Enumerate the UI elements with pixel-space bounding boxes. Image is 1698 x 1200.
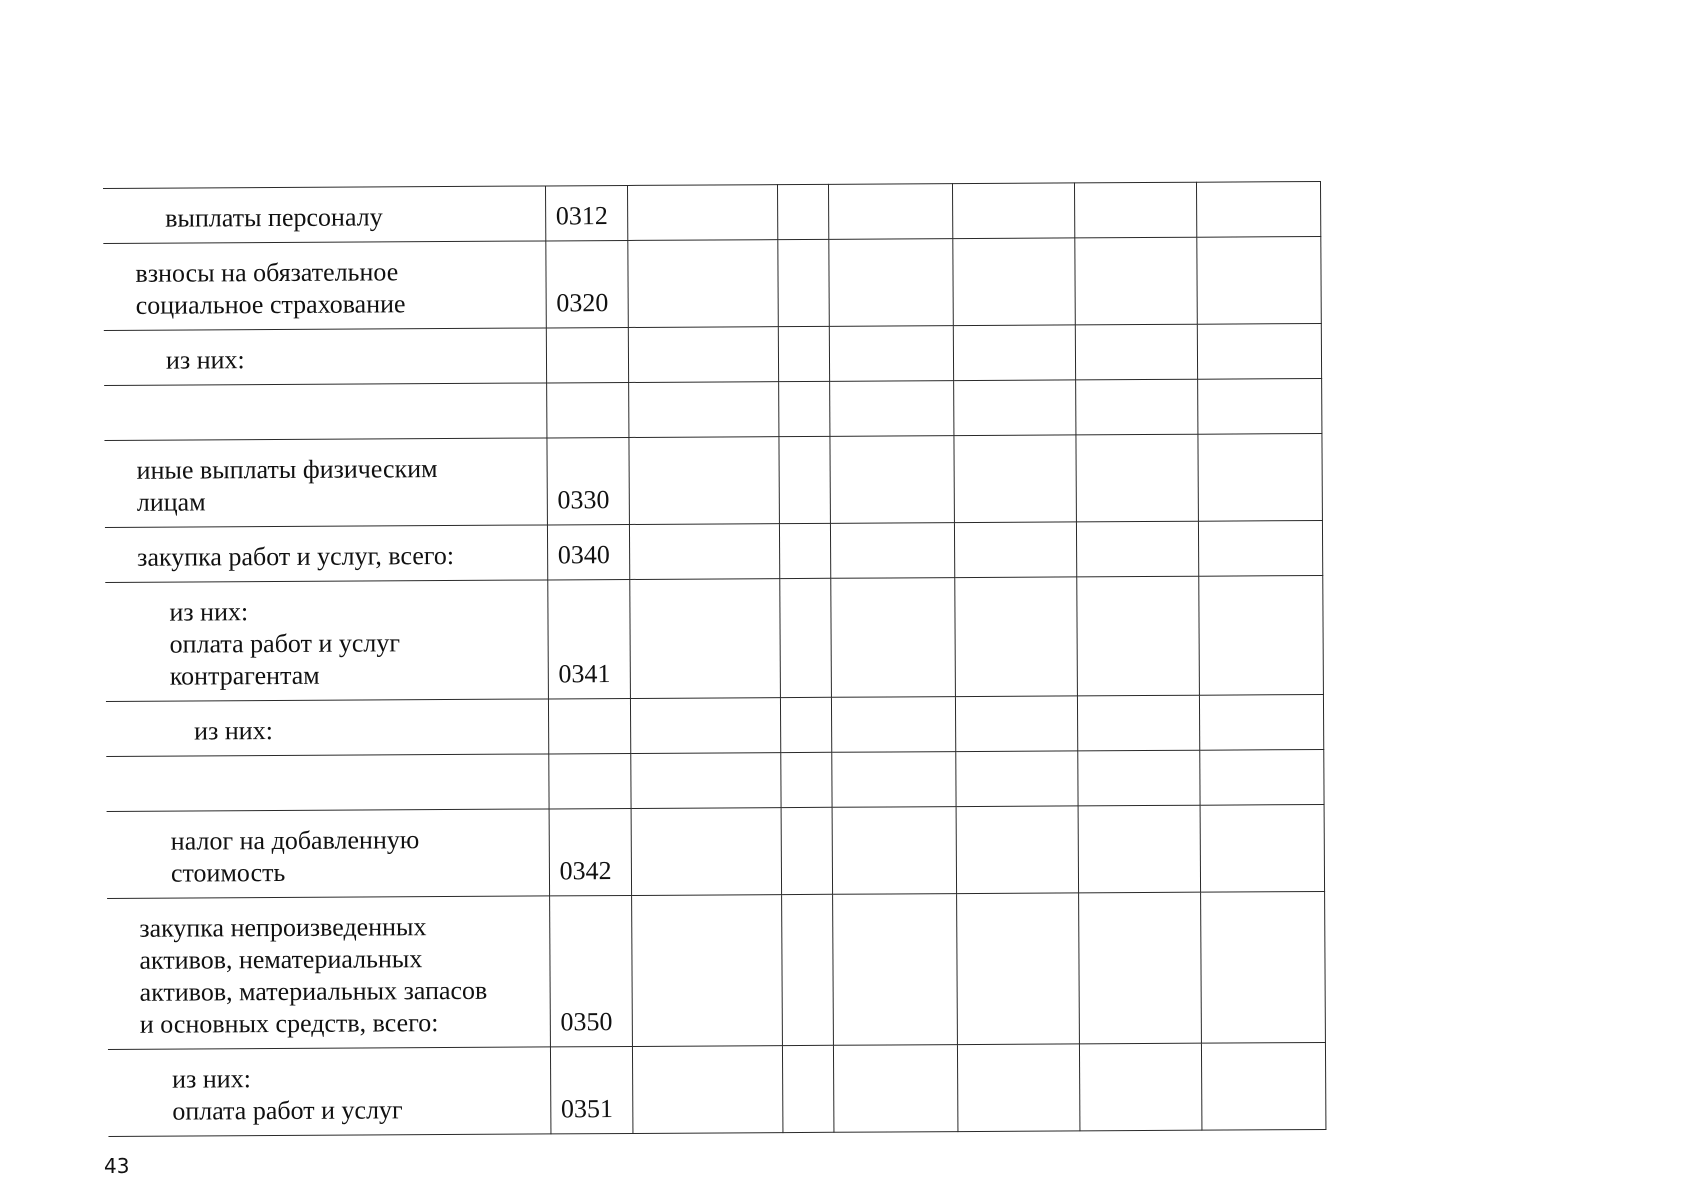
row-name — [104, 383, 546, 441]
table-cell[interactable] — [1076, 576, 1199, 696]
row-code — [546, 382, 629, 437]
table-cell[interactable] — [833, 894, 957, 1046]
table-cell[interactable] — [779, 436, 831, 523]
row-code — [548, 753, 631, 808]
table-cell[interactable] — [955, 696, 1077, 752]
table-cell[interactable] — [832, 807, 956, 895]
table-cell[interactable] — [632, 895, 782, 1047]
table-cell[interactable] — [1076, 434, 1199, 522]
table-cell[interactable] — [957, 1044, 1080, 1132]
table-cell[interactable] — [829, 184, 952, 240]
table-cell[interactable] — [1077, 695, 1199, 751]
table-cell[interactable] — [631, 698, 781, 754]
table-cell[interactable] — [952, 183, 1074, 239]
table-cell[interactable] — [631, 753, 781, 809]
table-cell[interactable] — [830, 326, 953, 382]
table-row — [105, 520, 1323, 582]
report-sheet — [103, 181, 1326, 1137]
table-cell[interactable] — [832, 697, 955, 753]
table-cell[interactable] — [778, 381, 830, 436]
table-cell[interactable] — [1079, 1043, 1202, 1131]
table-cell[interactable] — [777, 184, 829, 239]
table-cell[interactable] — [954, 522, 1076, 578]
table-cell[interactable] — [955, 751, 1077, 807]
table-cell[interactable] — [832, 752, 955, 808]
table-cell[interactable] — [780, 578, 832, 697]
row-name — [106, 754, 548, 812]
table-row — [104, 433, 1322, 527]
row-name: из них: — [106, 699, 548, 757]
report-table — [103, 181, 1326, 1137]
table-cell[interactable] — [778, 239, 830, 326]
table-cell[interactable] — [954, 577, 1077, 697]
table-cell[interactable] — [831, 523, 954, 579]
table-cell[interactable] — [778, 326, 830, 381]
row-code — [548, 698, 631, 753]
table-row — [107, 804, 1325, 898]
row-code: 0341 — [547, 579, 630, 698]
table-cell[interactable] — [1200, 891, 1325, 1043]
row-name: взносы на обязательное социальное страхование — [103, 241, 546, 331]
table-cell[interactable] — [1075, 324, 1197, 380]
table-cell[interactable] — [1196, 181, 1321, 237]
table-cell[interactable] — [1078, 805, 1201, 893]
table-cell[interactable] — [830, 436, 954, 524]
table-cell[interactable] — [629, 327, 779, 383]
row-code: 0340 — [547, 524, 630, 579]
table-cell[interactable] — [953, 325, 1075, 381]
table-cell[interactable] — [1076, 521, 1198, 577]
table-cell[interactable] — [633, 1046, 783, 1134]
table-cell[interactable] — [1197, 323, 1322, 379]
table-cell[interactable] — [953, 435, 1076, 523]
table-cell[interactable] — [780, 697, 832, 752]
row-code: 0342 — [549, 808, 632, 895]
table-cell[interactable] — [779, 523, 831, 578]
table-cell[interactable] — [632, 808, 782, 896]
table-cell[interactable] — [1197, 236, 1322, 324]
row-code: 0330 — [547, 437, 630, 524]
table-cell[interactable] — [831, 578, 955, 698]
table-row — [106, 749, 1324, 811]
table-cell[interactable] — [1201, 1042, 1326, 1130]
table-cell[interactable] — [781, 807, 833, 894]
table-cell[interactable] — [1075, 379, 1197, 435]
table-row — [107, 891, 1325, 1049]
table-cell[interactable] — [629, 437, 779, 525]
table-cell[interactable] — [952, 238, 1075, 326]
table-cell[interactable] — [956, 806, 1079, 894]
table-cell[interactable] — [1198, 520, 1323, 576]
row-name: иные выплаты физическим лицам — [104, 438, 547, 528]
table-row — [104, 323, 1322, 385]
table-cell[interactable] — [1197, 378, 1322, 434]
table-cell[interactable] — [829, 239, 953, 327]
table-row — [103, 236, 1321, 330]
row-name: налог на добавленную стоимость — [107, 809, 550, 899]
table-cell[interactable] — [628, 185, 778, 241]
row-name: из них: оплата работ и услуг контрагентам — [105, 580, 548, 702]
table-cell[interactable] — [630, 579, 780, 699]
row-name: из них: оплата работ и услуг — [108, 1047, 551, 1137]
row-code: 0351 — [550, 1046, 633, 1133]
table-cell[interactable] — [629, 382, 779, 438]
table-cell[interactable] — [781, 752, 833, 807]
row-code — [546, 327, 629, 382]
table-cell[interactable] — [1200, 804, 1325, 892]
table-cell[interactable] — [628, 240, 778, 328]
row-name: из них: — [104, 328, 546, 386]
row-name: закупка работ и услуг, всего: — [105, 525, 547, 583]
table-cell[interactable] — [830, 381, 953, 437]
table-row — [108, 1042, 1326, 1136]
row-name: выплаты персоналу — [103, 186, 545, 244]
table-cell[interactable] — [781, 894, 833, 1045]
table-cell[interactable] — [1074, 182, 1196, 238]
table-cell[interactable] — [1198, 433, 1323, 521]
row-code: 0320 — [545, 240, 628, 327]
table-row — [103, 181, 1321, 243]
table-cell[interactable] — [1199, 694, 1324, 750]
table-cell[interactable] — [630, 524, 780, 580]
row-name: закупка непроизведенных активов, нематериальных активов, материальных запасов и основных средств, всего: — [107, 896, 550, 1050]
table-cell[interactable] — [782, 1045, 834, 1132]
table-cell[interactable] — [953, 380, 1075, 436]
table-row — [104, 378, 1322, 440]
row-code: 0350 — [549, 895, 633, 1046]
table-row — [106, 694, 1324, 756]
table-cell[interactable] — [1074, 237, 1197, 325]
table-cell[interactable] — [956, 893, 1079, 1045]
table-row — [105, 575, 1323, 701]
table-cell[interactable] — [1077, 750, 1199, 806]
table-cell[interactable] — [1199, 575, 1324, 695]
row-code: 0312 — [545, 185, 628, 240]
table-cell[interactable] — [1200, 749, 1325, 805]
table-cell[interactable] — [1078, 892, 1201, 1044]
page-number: 43 — [104, 1154, 130, 1178]
table-cell[interactable] — [834, 1045, 958, 1133]
